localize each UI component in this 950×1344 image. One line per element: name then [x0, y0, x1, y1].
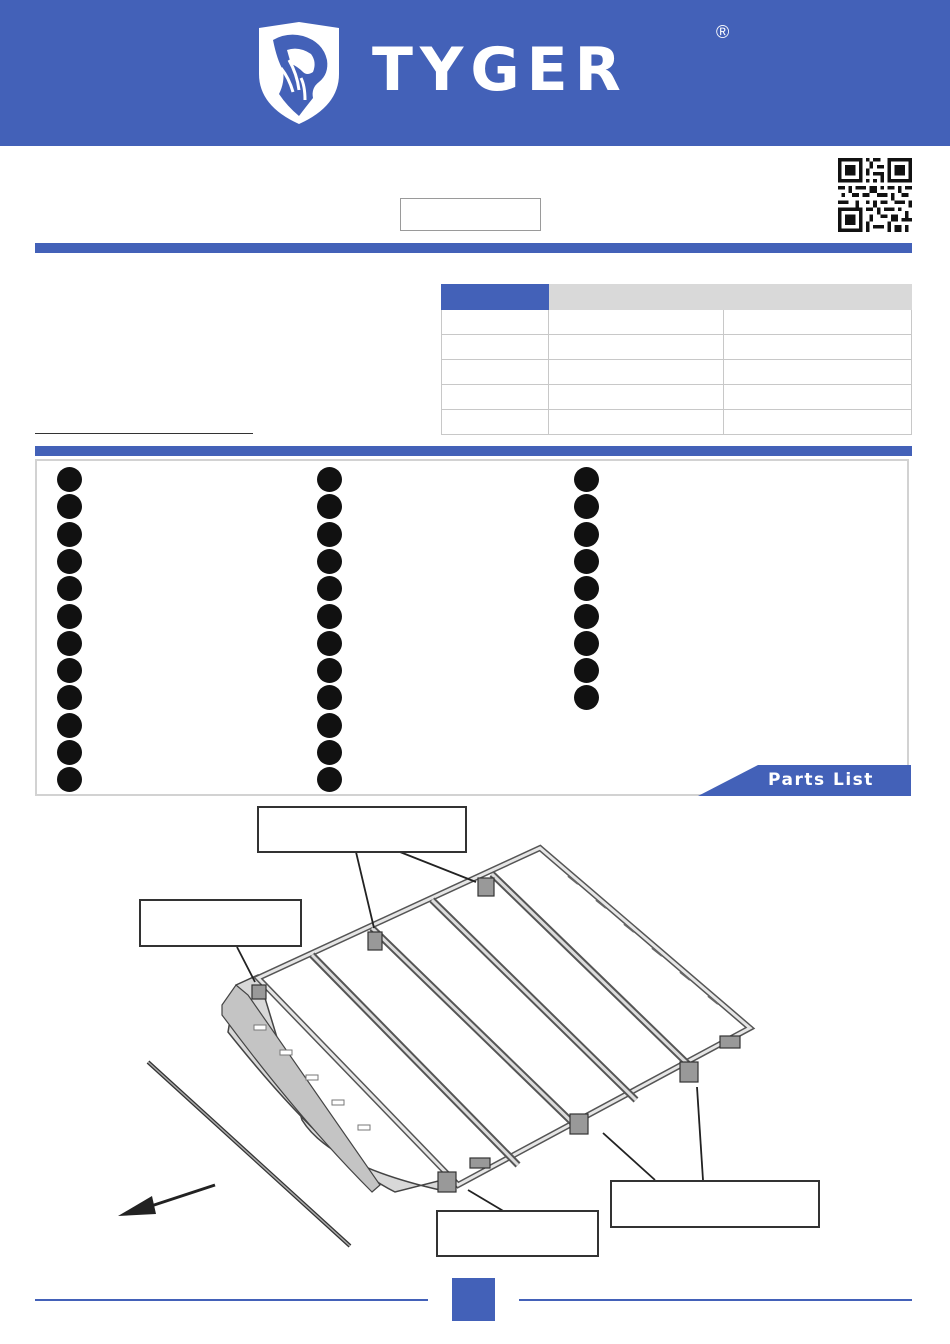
part-number-bullet [574, 685, 599, 710]
table-header-cell [724, 285, 912, 310]
registered-mark: ® [716, 22, 730, 42]
part-number-bullet [574, 549, 599, 574]
table-row [442, 385, 912, 410]
direction-arrow-icon [118, 1185, 215, 1216]
table-cell [442, 310, 549, 335]
parts-list-title: Parts List [768, 770, 874, 790]
part-number-bullet [317, 467, 342, 492]
part-number-bullet [57, 522, 82, 547]
part-number-bullet [57, 631, 82, 656]
footer-rule-right [519, 1299, 912, 1301]
table-cell [548, 335, 724, 360]
footer-rule-left [35, 1299, 428, 1301]
part-number-bullet [57, 685, 82, 710]
part-number-bullet [317, 685, 342, 710]
table-cell [548, 310, 724, 335]
table-cell [548, 385, 724, 410]
table-row [442, 310, 912, 335]
spec-table [441, 284, 912, 435]
table-cell [442, 360, 549, 385]
part-number-bullet [57, 767, 82, 792]
part-number-bullet [57, 740, 82, 765]
table-cell [724, 310, 912, 335]
table-cell [442, 410, 549, 435]
part-number-bullet [317, 631, 342, 656]
part-number-bullet [574, 522, 599, 547]
parts-list-panel [35, 459, 909, 796]
callout-box-top [257, 806, 467, 853]
part-number-bullet [317, 522, 342, 547]
part-number-bullet [317, 767, 342, 792]
callout-box-bottom [436, 1210, 599, 1257]
part-number-bullet [574, 631, 599, 656]
part-number-bullet [317, 494, 342, 519]
table-cell [442, 335, 549, 360]
part-number-bullet [57, 604, 82, 629]
part-number-bullet [57, 467, 82, 492]
table-cell [724, 335, 912, 360]
part-number-bullet [57, 494, 82, 519]
page-number-box [452, 1278, 495, 1321]
part-number-bullet [57, 658, 82, 683]
brand-name: TYGER [372, 35, 628, 105]
part-number-bullet [317, 604, 342, 629]
tiger-shield-logo-icon [253, 20, 345, 126]
table-row [442, 410, 912, 435]
callout-box-right [610, 1180, 820, 1228]
table-cell [548, 410, 724, 435]
part-number-bullet [574, 494, 599, 519]
part-number-bullet [574, 576, 599, 601]
table-cell [724, 385, 912, 410]
table-cell [724, 410, 912, 435]
part-number-bullet [317, 658, 342, 683]
table-cell [548, 360, 724, 385]
section-divider-top [35, 243, 912, 253]
part-number-bullet [317, 576, 342, 601]
part-number-bullet [317, 713, 342, 738]
part-number-bullet [574, 467, 599, 492]
part-number-bullet [57, 576, 82, 601]
part-number-bullet [57, 713, 82, 738]
part-number-bullet [574, 604, 599, 629]
part-number-bullet [57, 549, 82, 574]
part-number-bullet [317, 740, 342, 765]
table-cell [442, 385, 549, 410]
table-header-cell [442, 285, 549, 310]
section-divider-parts [35, 446, 912, 456]
table-cell [724, 360, 912, 385]
underline-rule [35, 433, 253, 434]
table-row [442, 335, 912, 360]
callout-box-left [139, 899, 302, 947]
table-row [442, 360, 912, 385]
part-number-box [400, 198, 541, 231]
table-header-row [442, 285, 912, 310]
part-number-bullet [574, 658, 599, 683]
table-header-cell [548, 285, 724, 310]
qr-code-icon [838, 158, 912, 232]
part-number-bullet [317, 549, 342, 574]
